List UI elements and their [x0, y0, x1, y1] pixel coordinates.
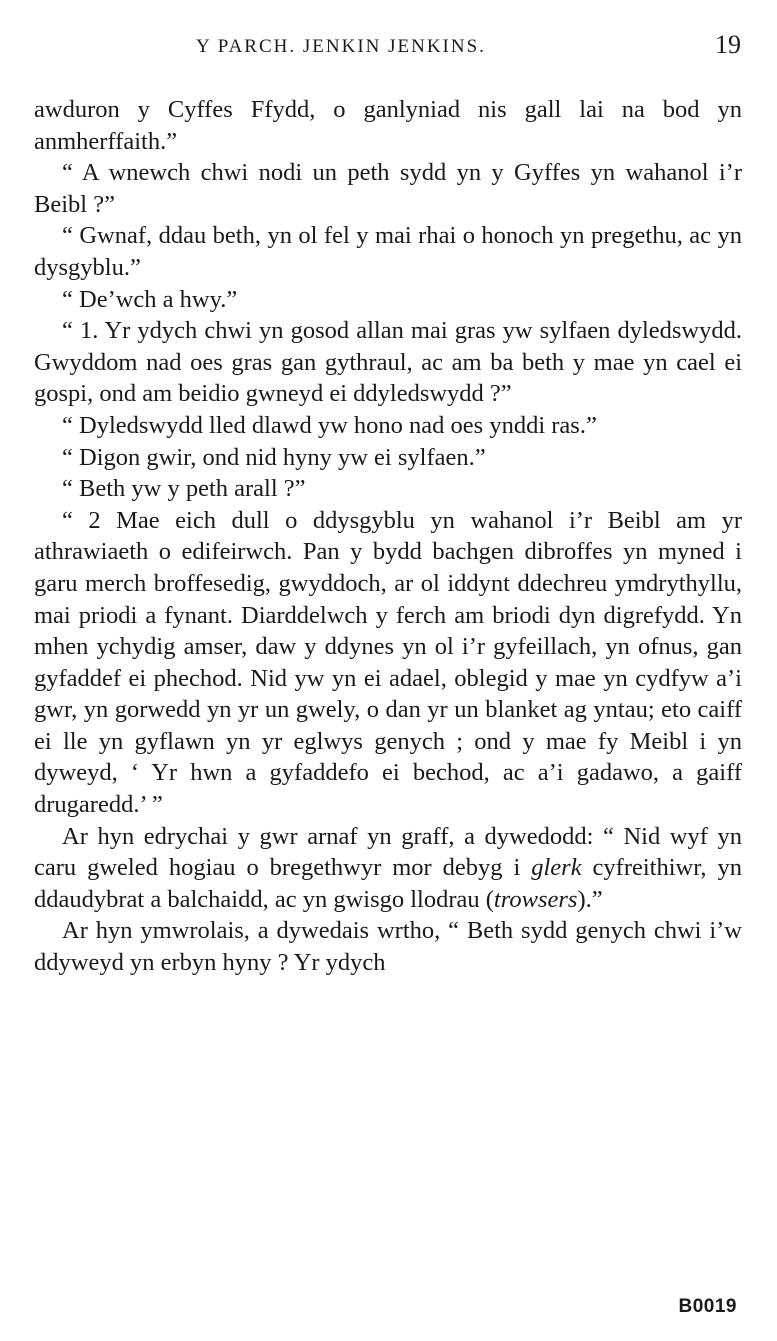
- paragraph-text: Ar hyn edrychai y gwr arnaf yn graff, a dywedodd: “ Nid wyf yn caru gweled hogiau o bregethwyr mor debyg i: [34, 822, 742, 882]
- archive-reference: B0019: [678, 1296, 737, 1317]
- page-number: 19: [715, 30, 741, 59]
- paragraph: awduron y Cyffes Ffydd, o ganlyniad nis gall lai na bod yn anmherffaith.”: [34, 96, 742, 155]
- paragraph: [34, 821, 742, 916]
- italic-word: trowsers: [493, 885, 578, 913]
- paragraph-text: cyfreithiwr, yn ddaudybrat a balchaidd, ac yn gwisgo llodrau (: [34, 854, 742, 913]
- paragraph: “ Digon gwir, ond nid hyny yw ei sylfaen.”: [62, 443, 486, 471]
- running-title: Y PARCH. JENKIN JENKINS.: [196, 36, 486, 57]
- paragraph: “ 1. Yr ydych chwi yn gosod allan mai gras yw sylfaen dyledswydd. Gwyddom nad oes gras gan gythraul, ac am ba beth y mae yn cael ei gospi, ond am beidio gwneyd ei ddyledswydd ?”: [34, 317, 742, 408]
- body-text: [34, 94, 742, 979]
- paragraph: Ar hyn ymwrolais, a dywedais wrtho, “ Beth sydd genych chwi i’w ddyweyd yn erbyn hyny ? Yr ydych: [34, 917, 742, 977]
- paragraph: “ Dyledswydd lled dlawd yw hono nad oes ynddi ras.”: [62, 411, 597, 439]
- paragraph: “ Gwnaf, ddau beth, yn ol fel y mai rhai o honoch yn pregethu, ac yn dysgyblu.”: [34, 222, 742, 281]
- paragraph: “ Beth yw y peth arall ?”: [62, 475, 306, 503]
- paragraph-text: ).”: [577, 885, 603, 913]
- italic-word: glerk: [531, 854, 582, 882]
- paragraph: “ 2 Mae eich dull o ddysgyblu yn wahanol i’r Beibl am yr athrawiaeth o edifeirwch. Pan y bydd bachgen dibroffes yn myned i garu merch broffesedig, gwyddoch, ar ol iddynt ddechreu ymdrythyllu, mai priodi a fynant. Diarddelwch y ferch am briodi dyn digrefydd. Yn mhen ychydig amser, daw y ddynes yn ol i’r gyfeillach, yn ofnus, gan gyfaddef ei phechod. Nid yw yn ei adael, oblegid y mae yn cydfyw a’i gwr, yn gorwedd yn yr un gwely, o dan yr un blanket ag yntau; eto caiff ei lle yn gyflawn yn yr eglwys genych ; ond y mae fy Meibl i yn dyweyd, ‘ Yr hwn a gyfaddefo ei bechod, ac a’i gadawo, a gaiff drugaredd.’ ”: [34, 506, 742, 819]
- paragraph: “ De’wch a hwy.”: [62, 285, 238, 313]
- running-head: [0, 30, 777, 62]
- paragraph: “ A wnewch chwi nodi un peth sydd yn y Gyffes yn wahanol i’r Beibl ?”: [34, 159, 742, 218]
